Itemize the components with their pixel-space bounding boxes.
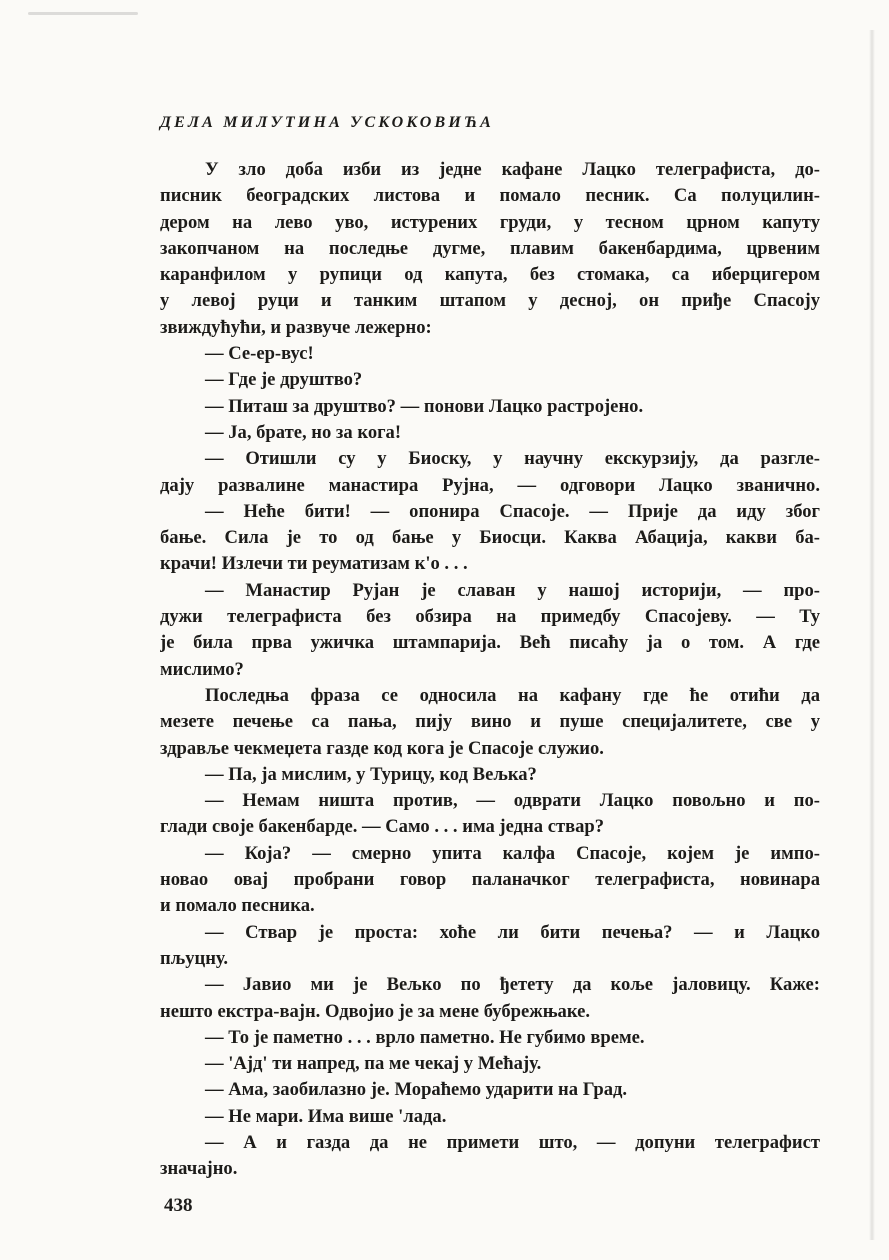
scan-artifact-edge (869, 30, 875, 1240)
text-line: — Па, ја мислим, у Турицу, код Вељка? (205, 763, 537, 785)
text-line: закопчаном на последње дугме, плавим бакенбардима, црвеним (160, 237, 820, 259)
text-line: каранфилом у рупици од капута, без стомака, са иберцигером (160, 264, 820, 286)
text-line: — Питаш за друштво? — понови Лацко растројено. (205, 395, 644, 417)
text-line: — Неће бити! — опонира Спасоје. — Прије да иду због (205, 500, 820, 522)
text-line: — То је паметно . . . врло паметно. Не губимо време. (205, 1026, 645, 1048)
text-line: дају развалине манастира Рујна, — одговори Лацко званично. (160, 474, 820, 496)
text-line: здравље чекмеџета газде код кога је Спасоје служио. (160, 737, 604, 759)
text-line: у левој руци и танким штапом у десној, он приђе Спасоју (160, 290, 820, 312)
text-line: Последња фраза се односила на кафану где ће отићи да (205, 684, 820, 706)
text-line: крачи! Излечи ти реуматизам к'о . . . (160, 553, 468, 575)
text-line: — Јавио ми је Вељко по ђетету да коље јаловицу. Каже: (205, 974, 820, 996)
text-line: писник београдских листова и помало песник. Са полуцилин- (160, 185, 820, 207)
text-line: — Ама, заобилазно је. Мораћемо ударити на Град. (205, 1079, 628, 1101)
text-line: је била прва ужичка штампарија. Већ писаћу ја о том. А где (160, 632, 820, 654)
text-line: глади своје бакенбарде. — Само . . . има једна ствар? (160, 816, 605, 838)
text-line: — А и газда да не примети што, — допуни телеграфист (205, 1131, 820, 1153)
text-line: — 'Ајд' ти напред, па ме чекај у Мећају. (205, 1053, 542, 1075)
text-line: дужи телеграфиста без обзира на примедбу Спасојеву. — Ту (160, 606, 820, 628)
scan-artifact-top (28, 12, 138, 15)
page-number: 438 (164, 1195, 193, 1216)
running-head: ДЕЛА МИЛУТИНА УСКОКОВИЋА (160, 114, 495, 131)
text-line: новао овај пробрани говор паланачког телеграфиста, новинара (160, 869, 820, 891)
text-line: мезете печење са пања, пију вино и пуше специјалитете, све у (160, 711, 820, 733)
text-line: — Која? — смерно упита калфа Спасоје, којем је импо- (205, 842, 820, 864)
text-line: бање. Сила је то од бање у Биосци. Каква Абација, какви ба- (160, 527, 820, 549)
text-line: нешто екстра-вајн. Одвојио је за мене бубрежњаке. (160, 1000, 590, 1022)
text-line: дером на лево уво, истурених груди, у тесном црном капуту (160, 211, 820, 233)
text-line: мислимо? (160, 658, 244, 680)
text-line: — Ја, брате, но за кога! (205, 421, 402, 443)
text-line: — Ствар је проста: хоће ли бити печења? — и Лацко (205, 921, 820, 943)
body-text (160, 157, 820, 1183)
text-line: У зло доба изби из једне кафане Лацко телеграфиста, до- (205, 159, 820, 180)
text-line: — Немам ништа против, — одврати Лацко повољно и по- (205, 790, 820, 812)
text-line: — Где је друштво? (205, 369, 363, 391)
text-line: звиждућући, и развуче лежерно: (160, 316, 432, 338)
text-line: — Не мари. Има више 'лада. (205, 1105, 447, 1127)
text-line: — Отишли су у Биоску, у научну екскурзију, да разгле- (205, 448, 820, 470)
text-line: значајно. (160, 1158, 238, 1180)
text-line: — Се-ер-вус! (205, 343, 314, 365)
text-line: — Манастир Рујан је славан у нашој историји, — про- (205, 579, 820, 601)
text-line: пљуцну. (160, 947, 229, 969)
text-line: и помало песника. (160, 895, 315, 917)
